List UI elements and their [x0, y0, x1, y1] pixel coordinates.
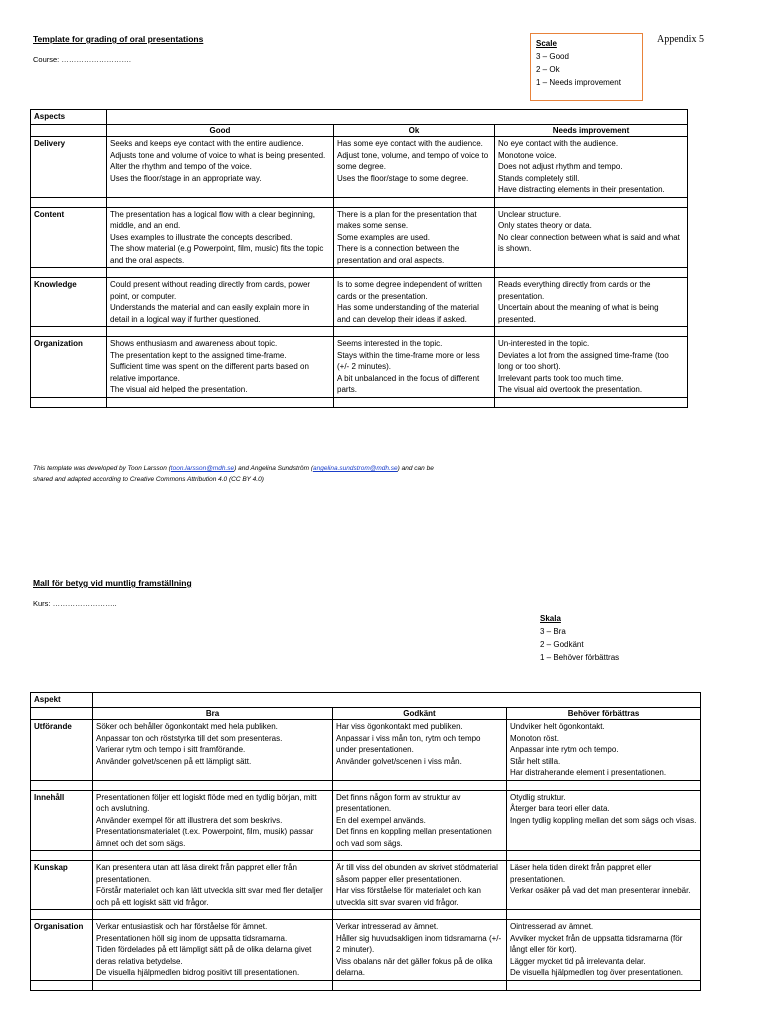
scale-box-en: [530, 33, 643, 101]
criteria-line: Presentationen följer ett logiskt flöde med en tydlig början, mitt och avslutning.: [96, 792, 317, 813]
criteria-line: No clear connection between what is said and what is shown.: [498, 232, 680, 253]
scale-item-sv: 1 – Behöver förbättras: [540, 653, 620, 662]
criteria-line: Har distraherande element i presentationen.: [510, 768, 667, 777]
criteria-cell-ok: [334, 137, 495, 198]
criteria-line: No eye contact with the audience.: [498, 139, 619, 148]
criteria-line: Ingen tydlig koppling mellan det som sägs och visas.: [510, 815, 697, 825]
criteria-line: There is a plan for the presentation that makes some sense.: [337, 209, 477, 230]
criteria-line: Have distracting elements in their presentation.: [498, 185, 665, 194]
column-header: Ok: [334, 124, 495, 137]
column-header: Needs improvement: [495, 124, 688, 137]
criteria-cell-ok: [333, 861, 507, 910]
table-row: [31, 920, 701, 981]
criteria-cell-needs: [495, 137, 688, 198]
criteria-line: Seems interested in the topic.: [337, 339, 443, 348]
criteria-line: Shows enthusiasm and awareness about topic.: [110, 339, 278, 348]
criteria-line: De visuella hjälpmedlen tog över presentationen.: [510, 968, 683, 977]
criteria-cell-good: [93, 861, 333, 910]
scale-title-en: Scale: [536, 39, 557, 48]
criteria-line: Unclear structure.: [498, 209, 562, 219]
criteria-cell-needs: [507, 790, 701, 851]
aspect-name: Utförande: [31, 720, 93, 781]
table-row: [31, 137, 688, 198]
scale-box-sv: [540, 612, 660, 664]
criteria-line: Varierar rytm och tempo i sitt framförande.: [96, 745, 246, 754]
criteria-cell-needs: [507, 920, 701, 981]
table-row: [31, 720, 701, 781]
aspect-name: Organization: [31, 337, 107, 398]
spacer-row: [31, 910, 701, 920]
criteria-line: Avviker mycket från de uppsatta tidsramarna (för långt eller för kort).: [510, 933, 683, 954]
spacer-row: [31, 197, 688, 207]
criteria-cell-good: [107, 337, 334, 398]
criteria-line: Håller sig huvudsakligen inom tidsramarna (+/- 2 minuter).: [336, 933, 502, 954]
criteria-line: En del exempel används.: [336, 815, 426, 825]
criteria-line: Tiden fördelades på ett lämpligt sätt på de olika delarna givet deras relativa betydelse.: [96, 945, 312, 966]
spacer-row: [31, 780, 701, 790]
criteria-line: Det finns någon form av struktur av presentationen.: [336, 792, 461, 813]
criteria-line: Lägger mycket tid på irrelevanta delar.: [510, 956, 646, 966]
criteria-line: Verkar entusiastisk och har förståelse för ämnet.: [96, 922, 268, 931]
scale-item-en: 3 – Good: [536, 52, 569, 61]
email-link-angelina[interactable]: angelina.sundstrom@mdh.se: [313, 465, 398, 472]
criteria-line: Deviates a lot from the assigned time-frame (too long or too short).: [498, 350, 669, 371]
criteria-cell-ok: [334, 337, 495, 398]
criteria-cell-needs: [507, 720, 701, 781]
criteria-line: Förstår materialet och kan lätt utveckla sitt svar med fler detaljer och på ett logiskt sätt vid frågor.: [96, 886, 323, 907]
criteria-cell-ok: [334, 278, 495, 327]
aspect-name: Kunskap: [31, 861, 93, 910]
criteria-line: Viss obalans när det gäller fokus på de olika delarna.: [336, 956, 493, 977]
criteria-line: Stays within the time-frame more or less (+/- 2 minutes).: [337, 350, 480, 371]
appendix-label: Appendix 5: [657, 34, 704, 45]
criteria-line: Verkar intresserad av ämnet.: [336, 922, 439, 931]
criteria-cell-ok: [333, 920, 507, 981]
criteria-line: Monotone voice.: [498, 150, 557, 160]
criteria-cell-good: [93, 720, 333, 781]
aspects-label: Aspekt: [31, 693, 93, 708]
criteria-line: Verkar osäker på vad det man presenterar innebär.: [510, 886, 691, 895]
criteria-line: Det finns en koppling mellan presentationen och vad som sägs.: [336, 827, 492, 848]
scale-item-sv: 3 – Bra: [540, 627, 566, 636]
criteria-cell-ok: [333, 720, 507, 781]
criteria-line: The presentation kept to the assigned time-frame.: [110, 350, 287, 360]
criteria-line: Uses the floor/stage in an appropriate way.: [110, 173, 262, 183]
criteria-line: A bit unbalanced in the focus of different parts.: [337, 373, 480, 394]
criteria-line: Presentationen höll sig inom de uppsatta tidsramarna.: [96, 933, 288, 943]
criteria-line: Could present without reading directly from cards, power point, or computer.: [110, 280, 311, 301]
aspect-name: Organisation: [31, 920, 93, 981]
criteria-line: Otydlig struktur.: [510, 792, 566, 802]
course-field-sv: Kurs: ……………………..: [33, 599, 117, 608]
criteria-line: Har viss ögonkontakt med publiken.: [336, 722, 463, 731]
criteria-line: Irrelevant parts took too much time.: [498, 373, 624, 383]
criteria-line: The visual aid overtook the presentation.: [498, 385, 643, 394]
aspect-name: Delivery: [31, 137, 107, 198]
criteria-line: Monoton röst.: [510, 733, 559, 743]
scale-item-en: 2 – Ok: [536, 65, 560, 74]
page-title-sv: Mall för betyg vid muntlig framställning: [33, 578, 192, 588]
criteria-line: Alter the rhythm and tempo of the voice.: [110, 162, 252, 171]
criteria-line: De visuella hjälpmedlen bidrog positivt till presentationen.: [96, 968, 300, 977]
criteria-cell-good: [93, 790, 333, 851]
table-row: [31, 790, 701, 851]
criteria-line: Använder exempel för att illustrera det som beskrivs.: [96, 815, 283, 825]
email-link-toon[interactable]: toon.larsson@mdh.se: [170, 465, 235, 472]
column-header: Behöver förbättras: [507, 707, 701, 720]
criteria-line: Undviker helt ögonkontakt.: [510, 722, 605, 731]
criteria-line: The show material (e.g Powerpoint, film, music) fits the topic and the oral aspects.: [110, 244, 324, 265]
rubric-table-en: [30, 109, 688, 408]
criteria-cell-needs: [495, 207, 688, 268]
table-row: [31, 207, 688, 268]
criteria-line: Läser hela tiden direkt från pappret eller presentationen.: [510, 863, 652, 884]
criteria-line: Återger bara teori eller data.: [510, 804, 610, 813]
criteria-cell-good: [107, 207, 334, 268]
criteria-line: Är till viss del obunden av skrivet stödmaterial såsom papper eller presentationen.: [336, 863, 498, 884]
column-header: Good: [107, 124, 334, 137]
criteria-line: Uses the floor/stage to some degree.: [337, 173, 469, 183]
criteria-line: Sufficient time was spent on the different parts based on relative importance.: [110, 362, 309, 383]
criteria-line: Kan presentera utan att läsa direkt från pappret eller från presentationen.: [96, 863, 298, 884]
table-row: [31, 337, 688, 398]
criteria-line: Adjust tone, volume, and tempo of voice to some degree.: [337, 150, 489, 171]
criteria-line: Stands completely still.: [498, 173, 580, 183]
scale-item-sv: 2 – Godkänt: [540, 640, 584, 649]
page-title-en: Template for grading of oral presentations: [33, 34, 204, 44]
spacer-row: [31, 327, 688, 337]
table-header-row: [31, 707, 701, 720]
criteria-line: Seeks and keeps eye contact with the entire audience.: [110, 139, 304, 148]
criteria-cell-needs: [507, 861, 701, 910]
criteria-line: Adjusts tone and volume of voice to what is being presented.: [110, 150, 326, 160]
spacer-row: [31, 980, 701, 990]
spacer-row: [31, 268, 688, 278]
criteria-cell-ok: [334, 207, 495, 268]
spacer-row: [31, 397, 688, 407]
table-row: [31, 278, 688, 327]
criteria-line: Presentationsmaterialet (t.ex. Powerpoint, film, musik) passar ämnet och det som sägs.: [96, 827, 314, 848]
scale-item-en: 1 – Needs improvement: [536, 78, 621, 87]
column-header: Bra: [93, 707, 333, 720]
criteria-line: Has some understanding of the material and can develop their ideas if asked.: [337, 303, 479, 324]
aspect-name: Content: [31, 207, 107, 268]
aspect-name: Knowledge: [31, 278, 107, 327]
criteria-line: Does not adjust rhythm and tempo.: [498, 162, 623, 171]
criteria-cell-good: [93, 920, 333, 981]
license-footnote: This template was developed by Toon Larsson (toon.larsson@mdh.se) and Angelina Sundström (angelina.sundstrom@mdh.se) and can be shared and adapted according to Creative Commons Attribution 4.0 (CC BY 4.0): [33, 465, 434, 483]
criteria-line: The visual aid helped the presentation.: [110, 385, 248, 394]
criteria-cell-needs: [495, 278, 688, 327]
criteria-line: Un-interested in the topic.: [498, 339, 590, 348]
criteria-line: Ointresserad av ämnet.: [510, 922, 594, 931]
criteria-line: Only states theory or data.: [498, 221, 592, 230]
table-header-row: [31, 124, 688, 137]
course-field-en: Course: ……………………….: [33, 55, 131, 64]
aspects-label: Aspects: [31, 110, 107, 125]
scale-title-sv: Skala: [540, 614, 561, 623]
criteria-line: The presentation has a logical flow with a clear beginning, middle, and an end.: [110, 209, 316, 230]
criteria-line: Anpassar ton och röststyrka till det som presenteras.: [96, 733, 283, 743]
aspect-name: Innehåll: [31, 790, 93, 851]
table-aspects-row: [31, 693, 701, 708]
criteria-line: Some examples are used.: [337, 232, 430, 242]
criteria-line: Har viss förståelse för materialet och kan utveckla sitt svar svaren vid frågor.: [336, 886, 481, 907]
criteria-line: Uses examples to illustrate the concepts described.: [110, 232, 293, 242]
criteria-line: Söker och behåller ögonkontakt med hela publiken.: [96, 722, 278, 731]
criteria-line: There is a connection between the presentation and oral aspects.: [337, 244, 460, 265]
table-row: [31, 861, 701, 910]
table-aspects-row: [31, 110, 688, 125]
criteria-line: Has some eye contact with the audience.: [337, 139, 483, 148]
criteria-line: Is to some degree independent of written cards or the presentation.: [337, 280, 482, 301]
criteria-line: Använder golvet/scenen i viss mån.: [336, 756, 462, 766]
rubric-table-sv: [30, 692, 701, 991]
criteria-cell-needs: [495, 337, 688, 398]
criteria-line: Står helt stilla.: [510, 756, 561, 766]
criteria-cell-ok: [333, 790, 507, 851]
criteria-line: Anpassar inte rytm och tempo.: [510, 745, 619, 754]
criteria-line: Understands the material and can easily explain more in detail in a logical way if further questioned.: [110, 303, 310, 324]
criteria-line: Uncertain about the meaning of what is being presented.: [498, 303, 659, 324]
criteria-line: Anpassar i viss mån ton, rytm och tempo under presentationen.: [336, 733, 481, 754]
criteria-cell-good: [107, 137, 334, 198]
column-header: Godkänt: [333, 707, 507, 720]
spacer-row: [31, 851, 701, 861]
criteria-line: Använder golvet/scenen på ett lämpligt sätt.: [96, 756, 252, 766]
criteria-line: Reads everything directly from cards or the presentation.: [498, 280, 651, 301]
criteria-cell-good: [107, 278, 334, 327]
